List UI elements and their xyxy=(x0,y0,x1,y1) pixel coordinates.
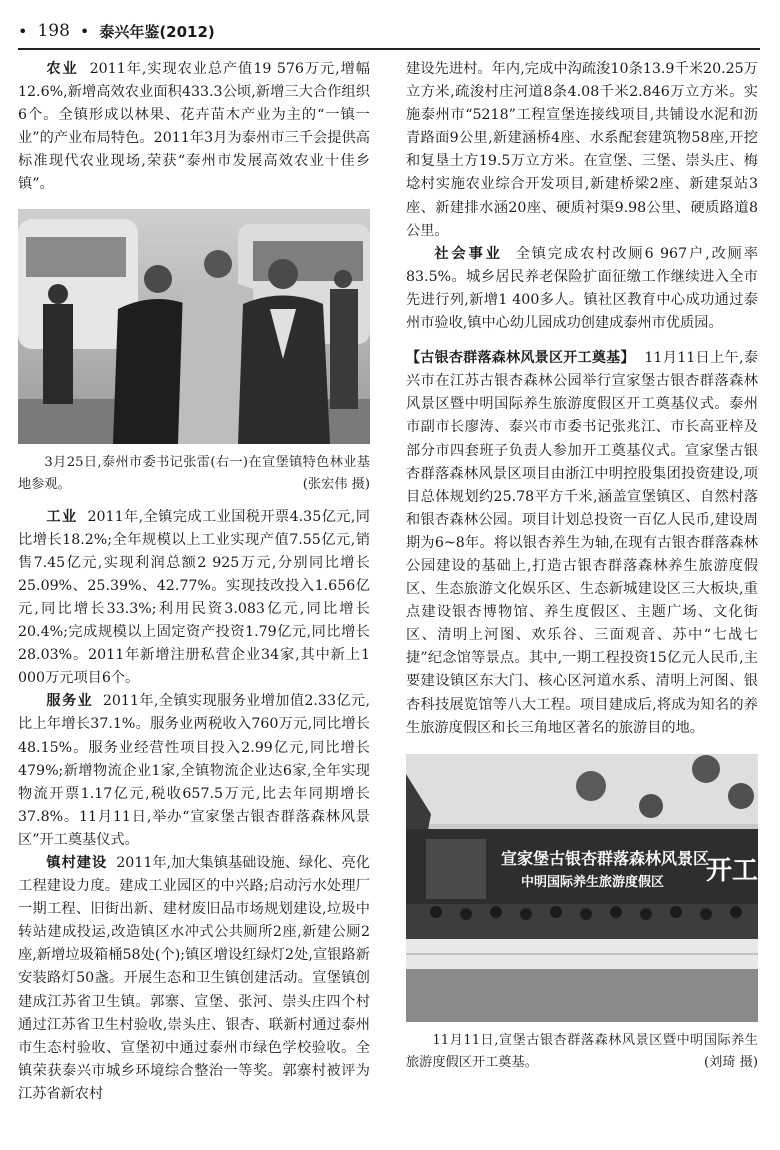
banner-line1: 宣家堡古银杏群落森林风景区 xyxy=(501,848,710,868)
page-number: 198 xyxy=(37,21,70,41)
section-lead: 镇村建设 xyxy=(46,854,108,871)
news-paragraph: 【古银杏群落森林风景区开工奠基】 11月11日上午,泰兴市在江苏古银杏森林公园举行宣家堡古银杏群落森林风景区暨中明国际养生旅游度假区开工奠基仪式。泰州市副市长廖涛、泰兴市市委书记张兆江、市长高亚梓及部分市四套班子负责人参加开工奠基仪式。宣家堡古银杏群落森林风景区项目由浙江中明控股集团投资建设,项目总体规划约25.78平方千米,涵盖宣堡镇区、自然村落和银杏森林公园。项目计划总投资一百亿人民币,建设周期为6~8年。将以银杏养生为轴,在现有古银杏群落森林公园建设的基础上,打造古银杏群落森林养生旅游度假区、生态旅游文化娱乐区、生态新城建设区三大板块,重点建设银杏博物馆、养生度假区、主题广场、文化街区、清明上河图、欢乐谷、三面观音、苏中“七战七捷”纪念馆等景点。其中,一期工程投资15亿元人民币,主要建设镇区东大门、核心区河道水系、清明上河图、银杏科技展览馆等八大工程。项目建成后,将成为知名的养生旅游度假区和长三角地区著名的旅游目的地。 xyxy=(406,350,759,736)
section-lead: 工业 xyxy=(46,508,78,525)
continued-paragraph: 建设先进村。年内,完成中沟疏浚10条13.9千米20.25万立方米,疏浚村庄河道8条4.08千米2.846万立方米。实施泰州市“5218”工程宣堡连接线项目,共铺设水泥和沥青路面9公里,新建涵桥4座、水系配套建筑物58座,开挖和复垦土方19.5万立方米。在宣堡、三堡、崇头庄、梅埝村实施农业综合开发项目,新建桥梁2座、新建泵站3座、新建排水涵20座、硬质衬渠9.98公里、硬质路道8公里。 xyxy=(406,61,758,239)
right-column xyxy=(406,58,758,1084)
photo-groundbreaking xyxy=(406,754,758,1022)
header-bullet: • xyxy=(79,21,90,41)
banner-line2: 中明国际养生旅游度假区 xyxy=(521,874,665,890)
news-headline: 【古银杏群落森林风景区开工奠基】 xyxy=(406,350,635,367)
social-paragraph: 社会事业 全镇完成农村改厕6 967户,改厕率83.5%。城乡居民养老保险扩面征缴工作继续进入全市先进行列,新增1 400多人。镇社区教育中心成功通过泰州市验收,镇中心幼儿园成功创建成泰州市优质园。 xyxy=(406,245,758,332)
agriculture-paragraph: 农业 2011年,实现农业总产值19 576万元,增幅12.6%,新增高效农业面积433.3公顷,新增三大合作组织6个。全镇形成以林果、花卉苗木产业为主的“一镇一业”的产业布局特色。2011年3月为泰州市三千会提供高标准现代农业现场,荣获“泰州市发展高效农业十佳乡镇”。 xyxy=(18,61,370,193)
section-lead: 服务业 xyxy=(46,693,94,710)
banner-big-text: 开工 xyxy=(706,855,758,886)
service-paragraph: 服务业 2011年,全镇实现服务业增加值2.33亿元,比上年增长37.1%。服务业两税收入760万元,同比增长48.15%。服务业经营性项目投入2.99亿元,同比增长479%;新增物流企业1家,全镇物流企业达6家,全年实现物流开票1.17亿元,税收657.5万元,比去年同期增长37.8%。11月11日,举办“宣家堡古银杏群落森林风景区”开工奠基仪式。 xyxy=(18,693,370,848)
town-construction-paragraph: 镇村建设 2011年,加大集镇基础设施、绿化、亮化工程建设力度。建成工业园区的中兴路;启动污水处理厂一期工程、旧街出新、建材废旧品市场规划建设,垃圾中转站建成投运,改造镇区水冲式公共厕所2座,新建公厕2座,新增垃圾箱桶58处(个);镇区增设红绿灯2处,宣银路新安装路灯50盏。开展生态和卫生镇创建活动。宣堡镇创建成江苏省卫生镇。郭寨、宣堡、张河、崇头庄四个村通过江苏省卫生村验收,崇头庄、银杏、联新村通过泰州市生态村验收、宣堡初中通过泰州市绿色学校验收。全镇荣获泰兴市城乡环境综合整治一等奖。郭寨村被评为江苏省新农村 xyxy=(18,854,370,1102)
photo-credit: (张宏伟 摄) xyxy=(302,476,370,492)
section-lead: 社会事业 xyxy=(434,245,503,262)
photo-credit: (刘琦 摄) xyxy=(703,1054,758,1070)
header-bullet: • xyxy=(18,21,28,41)
photo-caption: 3月25日,泰州市委书记张雷(右一)在宣堡镇特色林业基地参观。 (张宏伟 摄) xyxy=(18,452,370,496)
photo-caption: 11月11日,宣堡古银杏群落森林风景区暨中明国际养生旅游度假区开工奠基。 (刘琦 摄) xyxy=(406,1030,758,1074)
section-lead: 农业 xyxy=(46,61,79,77)
photo-officials-visit xyxy=(18,209,370,444)
left-column xyxy=(18,58,370,1106)
book-title: 泰兴年鉴(2012) xyxy=(99,22,215,41)
page-header xyxy=(18,14,760,50)
industry-paragraph: 工业 2011年,全镇完成工业国税开票4.35亿元,同比增长18.2%;全年规模以上工业实现产值7.55亿元,销售7.45亿元,实现利润总额2 925万元,分别同比增长25.09%、25.39%、42.77%。实现技改投入1.656亿元,同比增长33.3%;利用民资3.083亿元,同比增长20.4%;完成规模以上固定资产投资1.79亿元,同比增长28.03%。2011年新增注册私营企业34家,其中新上1 000万元项目6个。 xyxy=(18,508,370,687)
